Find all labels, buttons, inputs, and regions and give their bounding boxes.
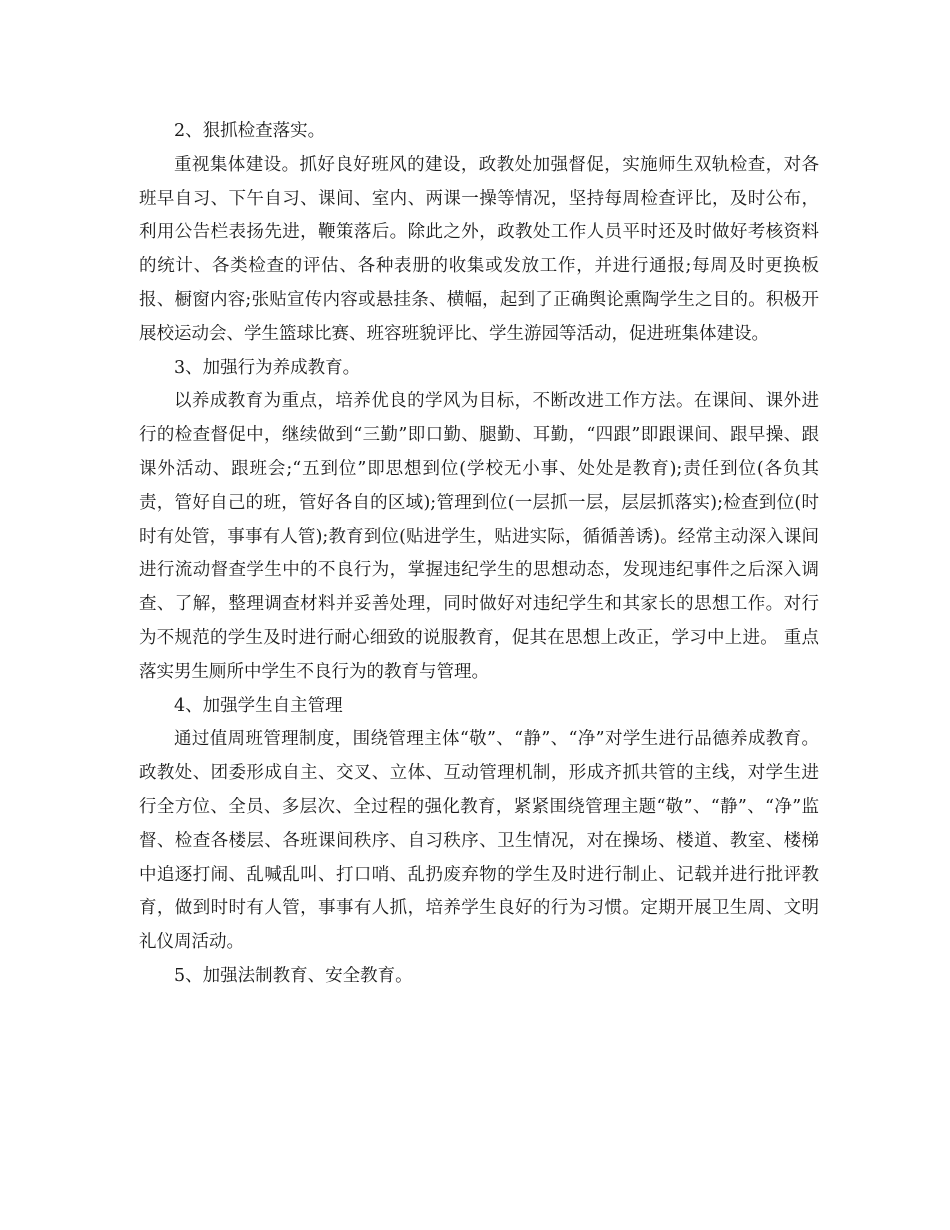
- document-body: [139, 115, 819, 994]
- section-heading-2: 2、狠抓检查落实。: [174, 121, 326, 141]
- paragraph-self-management: 通过值周班管理制度，围绕管理主体“敬”、“静”、“净”对学生进行品德养成教育。政教处、团委形成自主、交叉、立体、互动管理机制，形成齐抓共管的主线，对学生进行全方位、全员、多层次、全过程的强化教育，紧紧围绕管理主题“敬”、“静”、“净”监督、检查各楼层、各班课间秩序、自习秩序、卫生情况，对在操场、楼道、教室、楼梯中追逐打闹、乱喊乱叫、打口哨、乱扔废弃物的学生及时进行制止、记载并进行批评教育，做到时时有人管，事事有人抓，培养学生良好的行为习惯。定期开展卫生周、文明礼仪周活动。: [139, 729, 819, 953]
- paragraph-behavior-education: 以养成教育为重点，培养优良的学风为目标，不断改进工作方法。在课间、课外进行的检查督促中，继续做到“三勤”即口勤、腿勤、耳勤，“四跟”即跟课间、跟早操、跟课外活动、跟班会;“五到位”即思想到位(学校无小事、处处是教育);责任到位(各负其责，管好自己的班，管好各自的区域);管理到位(一层抓一层，层层抓落实);检查到位(时时有处管，事事有人管);教育到位(贴进学生，贴进实际，循循善诱)。经常主动深入课间进行流动督查学生中的不良行为，掌握违纪学生的思想动态，发现违纪事件之后深入调查、了解，整理调查材料并妥善处理，同时做好对违纪学生和其家长的思想工作。对行为不规范的学生及时进行耐心细致的说服教育，促其在思想上改正，学习中上进。 重点落实男生厕所中学生不良行为的教育与管理。: [139, 391, 819, 682]
- section-heading-4: 4、加强学生自主管理: [174, 695, 343, 716]
- paragraph-collective-building: 重视集体建设。抓好良好班风的建设，政教处加强督促，实施师生双轨检查，对各班早自习、下午自习、课间、室内、两课一操等情况，坚持每周检查评比，及时公布，利用公告栏表扬先进，鞭策落后。除此之外，政教处工作人员平时还及时做好考核资料的统计、各类检查的评估、各种表册的收集或发放工作，并进行通报;每周及时更换板报、橱窗内容;张贴宣传内容或悬挂条、横幅，起到了正确舆论熏陶学生之目的。积极开展校运动会、学生篮球比赛、班容班貌评比、学生游园等活动，促进班集体建设。: [139, 154, 819, 344]
- section-heading-3: 3、加强行为养成教育。: [174, 357, 361, 378]
- section-heading-5: 5、加强法制教育、安全教育。: [174, 965, 413, 986]
